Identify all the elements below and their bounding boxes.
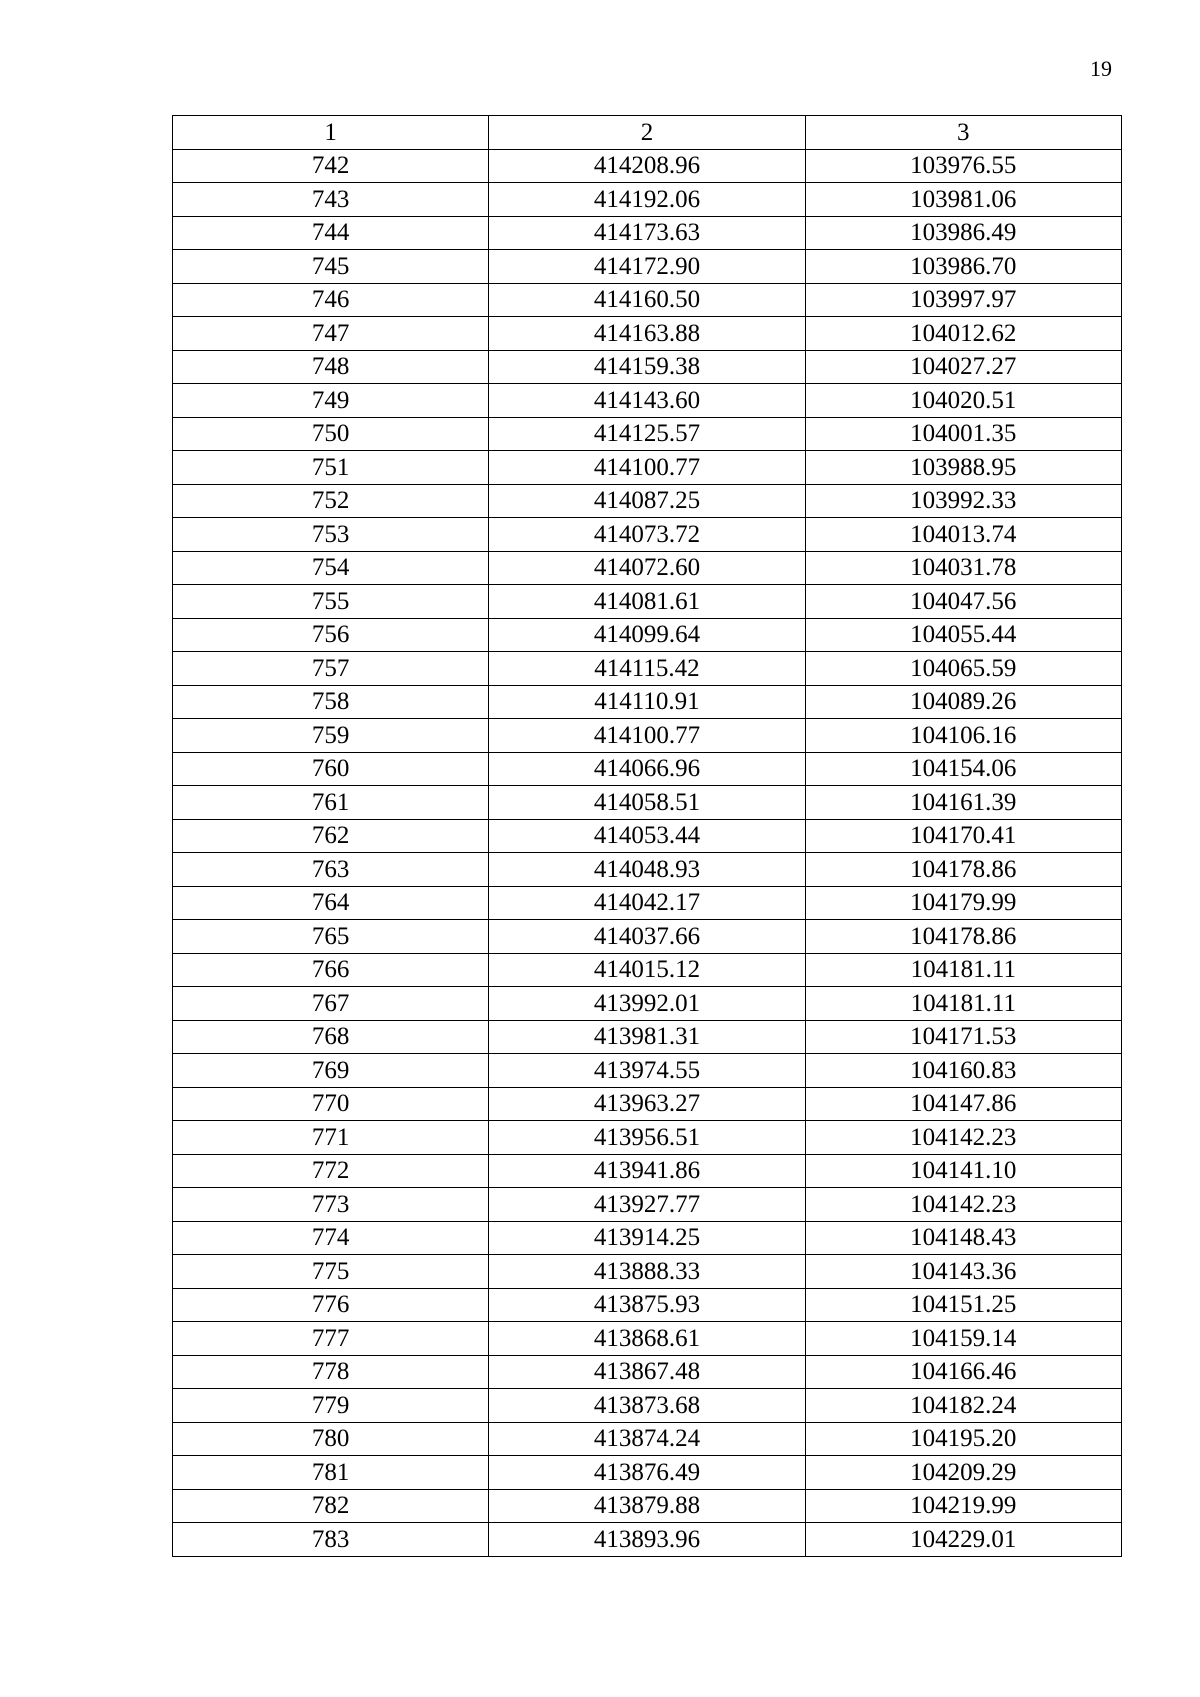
- table-cell-col-1: 780: [173, 1422, 489, 1456]
- table-cell-col-1: 775: [173, 1255, 489, 1289]
- table-cell-col-3: 104089.26: [805, 685, 1121, 719]
- table-cell-col-2: 414110.91: [489, 685, 805, 719]
- table-cell-col-3: 104055.44: [805, 618, 1121, 652]
- table-row: [173, 1020, 1122, 1054]
- table-cell-col-3: 104179.99: [805, 886, 1121, 920]
- table-cell-col-1: 759: [173, 719, 489, 753]
- table-row: [173, 987, 1122, 1021]
- table-row: [173, 1489, 1122, 1523]
- table-cell-col-3: 104047.56: [805, 585, 1121, 619]
- table-cell-col-3: 104182.24: [805, 1389, 1121, 1423]
- table-cell-col-1: 762: [173, 819, 489, 853]
- table-cell-col-1: 766: [173, 953, 489, 987]
- table-row: [173, 819, 1122, 853]
- table-row: [173, 183, 1122, 217]
- table-row: [173, 350, 1122, 384]
- table-cell-col-3: 104181.11: [805, 987, 1121, 1021]
- table-row: [173, 1422, 1122, 1456]
- table-cell-col-1: 754: [173, 551, 489, 585]
- table-cell-col-2: 414042.17: [489, 886, 805, 920]
- table-cell-col-1: 774: [173, 1221, 489, 1255]
- table-cell-col-2: 414173.63: [489, 216, 805, 250]
- table-cell-col-1: 750: [173, 417, 489, 451]
- table-row: [173, 1288, 1122, 1322]
- table-cell-col-3: 104171.53: [805, 1020, 1121, 1054]
- table-row: [173, 786, 1122, 820]
- table-row: [173, 250, 1122, 284]
- table-cell-col-1: 748: [173, 350, 489, 384]
- table-cell-col-3: 103976.55: [805, 149, 1121, 183]
- table-cell-col-3: 104209.29: [805, 1456, 1121, 1490]
- table-cell-col-2: 414159.38: [489, 350, 805, 384]
- table-cell-col-1: 746: [173, 283, 489, 317]
- table-cell-col-3: 104142.23: [805, 1188, 1121, 1222]
- table-cell-col-1: 769: [173, 1054, 489, 1088]
- table-cell-col-3: 104161.39: [805, 786, 1121, 820]
- table-cell-col-1: 768: [173, 1020, 489, 1054]
- table-cell-col-2: 414143.60: [489, 384, 805, 418]
- table-cell-col-3: 104178.86: [805, 853, 1121, 887]
- table-cell-col-1: 760: [173, 752, 489, 786]
- table-cell-col-2: 413927.77: [489, 1188, 805, 1222]
- table-cell-col-2: 414072.60: [489, 551, 805, 585]
- table-cell-col-3: 104160.83: [805, 1054, 1121, 1088]
- table-cell-col-3: 103997.97: [805, 283, 1121, 317]
- table-cell-col-2: 413963.27: [489, 1087, 805, 1121]
- column-header-2: 2: [489, 116, 805, 150]
- table-cell-col-2: 413873.68: [489, 1389, 805, 1423]
- table-cell-col-1: 758: [173, 685, 489, 719]
- table-cell-col-2: 414160.50: [489, 283, 805, 317]
- table-cell-col-1: 767: [173, 987, 489, 1021]
- table-cell-col-2: 413956.51: [489, 1121, 805, 1155]
- table-cell-col-1: 761: [173, 786, 489, 820]
- table-row: [173, 216, 1122, 250]
- table-body: [173, 149, 1122, 1556]
- table-cell-col-2: 414015.12: [489, 953, 805, 987]
- table-cell-col-1: 747: [173, 317, 489, 351]
- table-row: [173, 551, 1122, 585]
- table-row: [173, 886, 1122, 920]
- table-cell-col-3: 104181.11: [805, 953, 1121, 987]
- table-cell-col-2: 413992.01: [489, 987, 805, 1021]
- table-cell-col-2: 414125.57: [489, 417, 805, 451]
- table-cell-col-3: 104219.99: [805, 1489, 1121, 1523]
- table-cell-col-2: 414048.93: [489, 853, 805, 887]
- table-cell-col-3: 104012.62: [805, 317, 1121, 351]
- table-cell-col-2: 413893.96: [489, 1523, 805, 1557]
- table-cell-col-3: 104142.23: [805, 1121, 1121, 1155]
- table-cell-col-1: 756: [173, 618, 489, 652]
- table-row: [173, 920, 1122, 954]
- table-cell-col-3: 104166.46: [805, 1355, 1121, 1389]
- table-cell-col-3: 104154.06: [805, 752, 1121, 786]
- table-cell-col-3: 104195.20: [805, 1422, 1121, 1456]
- table-row: [173, 1389, 1122, 1423]
- table-row: [173, 719, 1122, 753]
- table-cell-col-1: 765: [173, 920, 489, 954]
- table-cell-col-1: 779: [173, 1389, 489, 1423]
- table-row: [173, 752, 1122, 786]
- table-cell-col-1: 757: [173, 652, 489, 686]
- table-cell-col-2: 413867.48: [489, 1355, 805, 1389]
- table-cell-col-2: 414163.88: [489, 317, 805, 351]
- table-row: [173, 1221, 1122, 1255]
- table-row: [173, 149, 1122, 183]
- table-cell-col-2: 414100.77: [489, 451, 805, 485]
- table-cell-col-2: 413974.55: [489, 1054, 805, 1088]
- table-row: [173, 317, 1122, 351]
- table-row: [173, 518, 1122, 552]
- table-cell-col-3: 104147.86: [805, 1087, 1121, 1121]
- table-cell-col-3: 104141.10: [805, 1154, 1121, 1188]
- table-cell-col-2: 414087.25: [489, 484, 805, 518]
- table-row: [173, 484, 1122, 518]
- table-cell-col-3: 104031.78: [805, 551, 1121, 585]
- table-cell-col-1: 742: [173, 149, 489, 183]
- table-cell-col-1: 771: [173, 1121, 489, 1155]
- table-cell-col-3: 103992.33: [805, 484, 1121, 518]
- table-cell-col-1: 752: [173, 484, 489, 518]
- table-cell-col-2: 413981.31: [489, 1020, 805, 1054]
- table-cell-col-2: 414172.90: [489, 250, 805, 284]
- table-row: [173, 652, 1122, 686]
- table-cell-col-3: 104229.01: [805, 1523, 1121, 1557]
- table-cell-col-1: 773: [173, 1188, 489, 1222]
- column-header-1: 1: [173, 116, 489, 150]
- table-cell-col-3: 104178.86: [805, 920, 1121, 954]
- table-row: [173, 1523, 1122, 1557]
- table-cell-col-1: 745: [173, 250, 489, 284]
- table-row: [173, 853, 1122, 887]
- table-cell-col-2: 414208.96: [489, 149, 805, 183]
- table-row: [173, 451, 1122, 485]
- table-cell-col-3: 103986.49: [805, 216, 1121, 250]
- table-row: [173, 1121, 1122, 1155]
- table-cell-col-3: 103981.06: [805, 183, 1121, 217]
- table-cell-col-3: 104065.59: [805, 652, 1121, 686]
- table-cell-col-2: 414058.51: [489, 786, 805, 820]
- table-cell-col-1: 783: [173, 1523, 489, 1557]
- table-cell-col-2: 413879.88: [489, 1489, 805, 1523]
- table-cell-col-1: 753: [173, 518, 489, 552]
- table-cell-col-2: 414192.06: [489, 183, 805, 217]
- table-row: [173, 1054, 1122, 1088]
- table-cell-col-3: 104027.27: [805, 350, 1121, 384]
- table-cell-col-1: 777: [173, 1322, 489, 1356]
- table-cell-col-1: 751: [173, 451, 489, 485]
- table-cell-col-1: 743: [173, 183, 489, 217]
- table-cell-col-3: 104106.16: [805, 719, 1121, 753]
- table-cell-col-3: 104001.35: [805, 417, 1121, 451]
- table-row: [173, 1154, 1122, 1188]
- table-cell-col-3: 104013.74: [805, 518, 1121, 552]
- table-cell-col-2: 414037.66: [489, 920, 805, 954]
- table-row: [173, 585, 1122, 619]
- table-cell-col-1: 781: [173, 1456, 489, 1490]
- table-cell-col-3: 104159.14: [805, 1322, 1121, 1356]
- table-cell-col-1: 744: [173, 216, 489, 250]
- table-cell-col-3: 103986.70: [805, 250, 1121, 284]
- table-row: [173, 1255, 1122, 1289]
- table-cell-col-2: 413888.33: [489, 1255, 805, 1289]
- table-cell-col-2: 413868.61: [489, 1322, 805, 1356]
- table-row: [173, 618, 1122, 652]
- table-cell-col-2: 414100.77: [489, 719, 805, 753]
- table-cell-col-2: 414073.72: [489, 518, 805, 552]
- table-cell-col-3: 104020.51: [805, 384, 1121, 418]
- table-row: [173, 1355, 1122, 1389]
- table-row: [173, 953, 1122, 987]
- table-cell-col-1: 764: [173, 886, 489, 920]
- table-cell-col-2: 414053.44: [489, 819, 805, 853]
- table-cell-col-2: 414115.42: [489, 652, 805, 686]
- table-cell-col-3: 104148.43: [805, 1221, 1121, 1255]
- table-cell-col-2: 413876.49: [489, 1456, 805, 1490]
- table-row: [173, 1188, 1122, 1222]
- table-cell-col-3: 104151.25: [805, 1288, 1121, 1322]
- table-cell-col-2: 414099.64: [489, 618, 805, 652]
- table-cell-col-2: 413874.24: [489, 1422, 805, 1456]
- table-cell-col-1: 776: [173, 1288, 489, 1322]
- table-cell-col-1: 763: [173, 853, 489, 887]
- table-cell-col-2: 414066.96: [489, 752, 805, 786]
- table-cell-col-3: 104170.41: [805, 819, 1121, 853]
- table-header-row: [173, 116, 1122, 150]
- table-row: [173, 685, 1122, 719]
- table-cell-col-1: 778: [173, 1355, 489, 1389]
- table-row: [173, 1087, 1122, 1121]
- table-cell-col-1: 782: [173, 1489, 489, 1523]
- table-cell-col-3: 103988.95: [805, 451, 1121, 485]
- table-cell-col-1: 755: [173, 585, 489, 619]
- page-number: 19: [1090, 56, 1112, 81]
- table-cell-col-3: 104143.36: [805, 1255, 1121, 1289]
- column-header-3: 3: [805, 116, 1121, 150]
- table-cell-col-2: 413875.93: [489, 1288, 805, 1322]
- table-cell-col-2: 414081.61: [489, 585, 805, 619]
- table-cell-col-2: 413941.86: [489, 1154, 805, 1188]
- table-header: [173, 116, 1122, 150]
- table-cell-col-1: 770: [173, 1087, 489, 1121]
- table-cell-col-1: 749: [173, 384, 489, 418]
- table-cell-col-1: 772: [173, 1154, 489, 1188]
- table-row: [173, 384, 1122, 418]
- table-row: [173, 283, 1122, 317]
- table-row: [173, 417, 1122, 451]
- coordinates-table: [172, 115, 1122, 1557]
- table-cell-col-2: 413914.25: [489, 1221, 805, 1255]
- table-row: [173, 1322, 1122, 1356]
- table-row: [173, 1456, 1122, 1490]
